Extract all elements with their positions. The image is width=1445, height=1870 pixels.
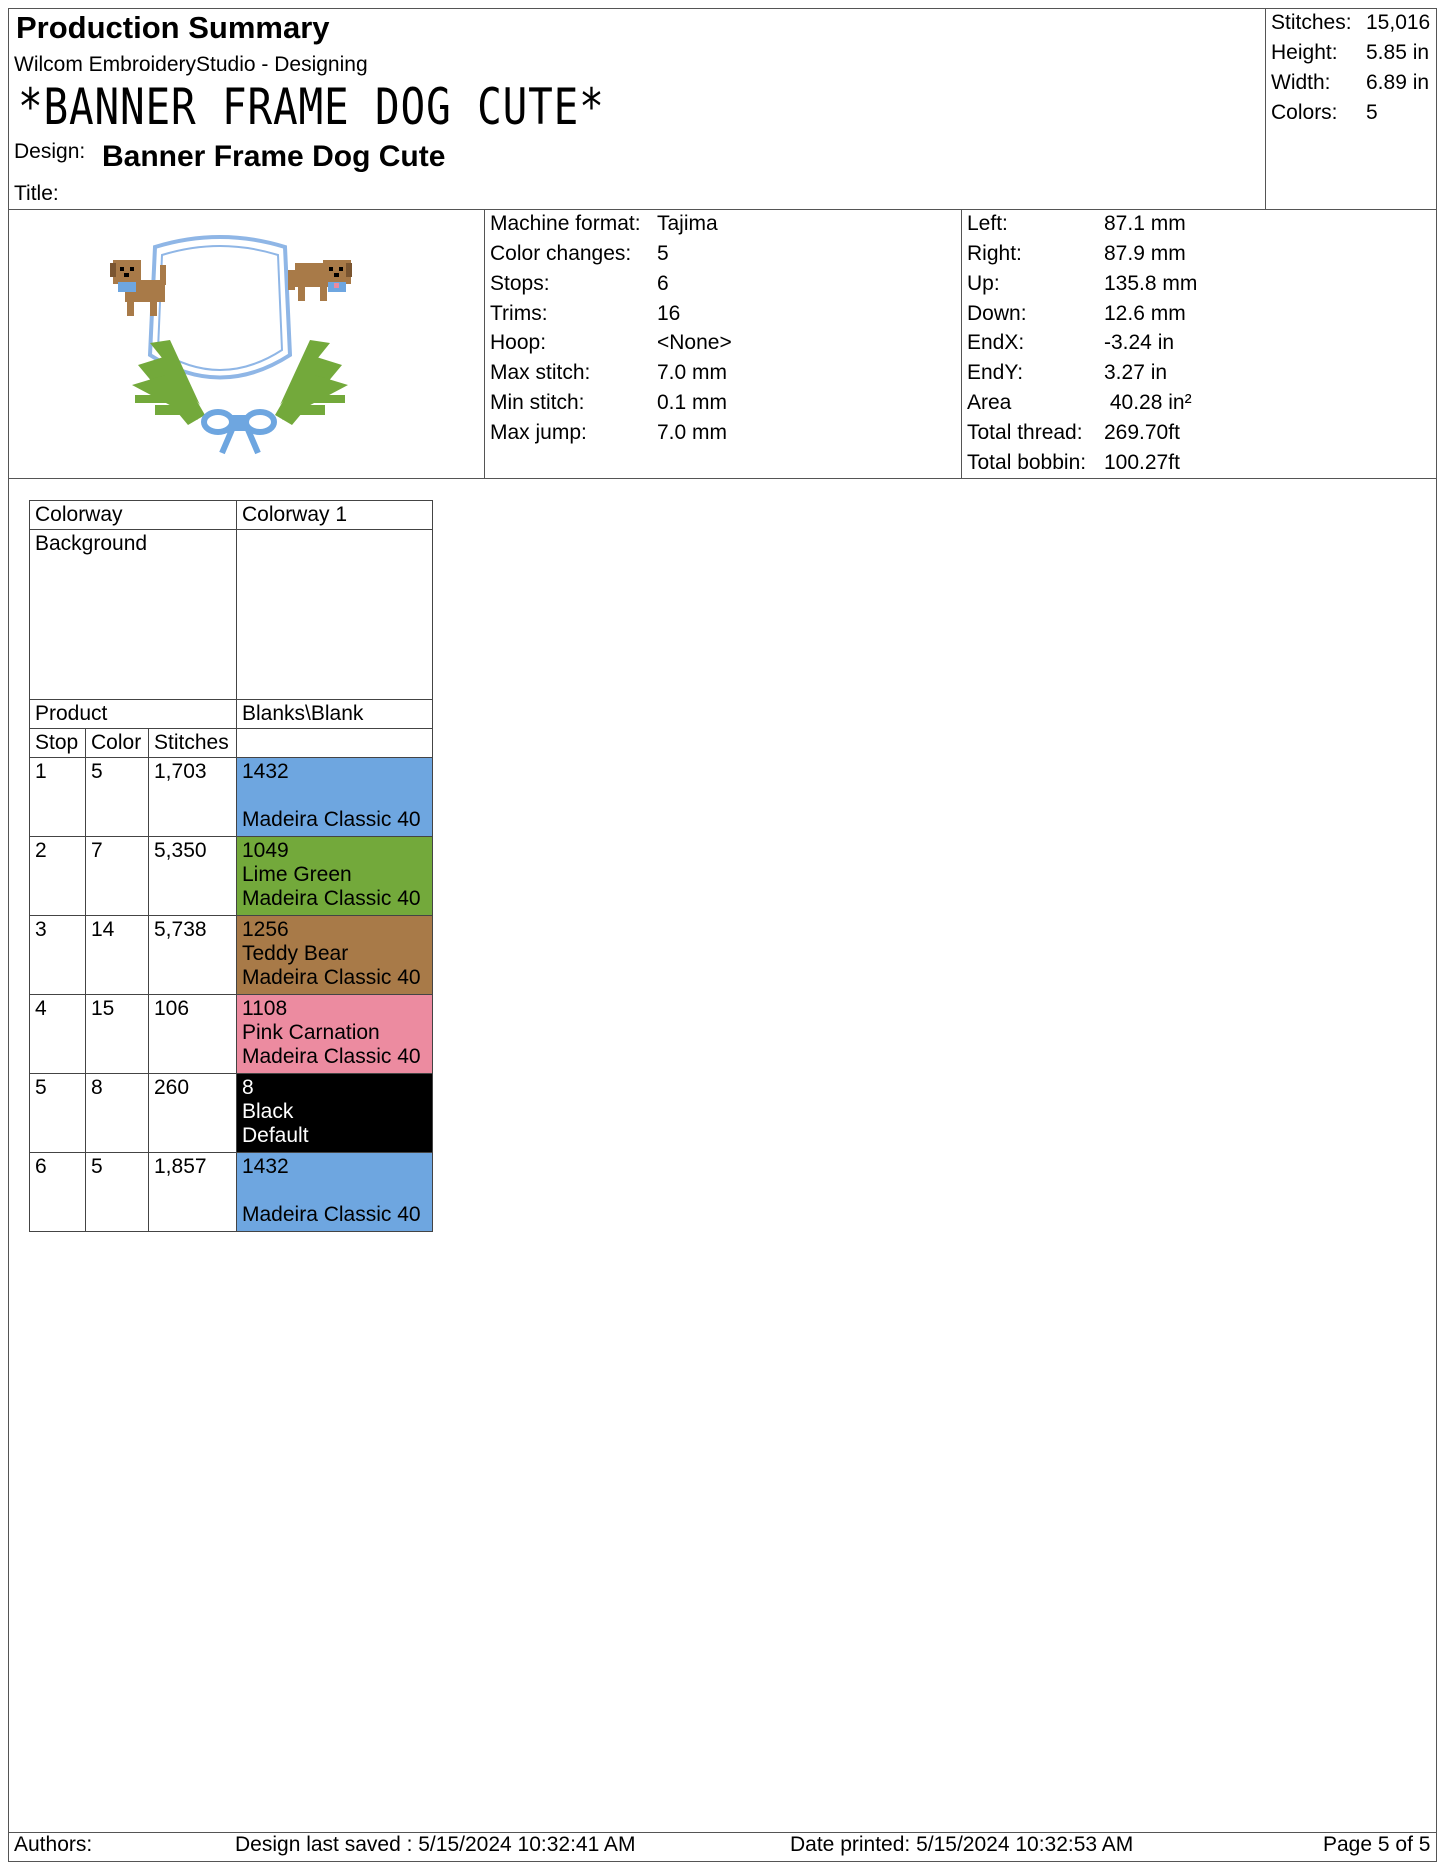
color-cell: 14 xyxy=(86,916,149,995)
stitches-header: Stitches xyxy=(149,729,237,758)
thread-code: 1432 xyxy=(242,1155,289,1178)
table-row xyxy=(30,837,433,916)
summary-value: 6.89 in xyxy=(1366,71,1430,94)
background-swatch xyxy=(237,530,433,700)
design-banner: *BANNER FRAME DOG CUTE* xyxy=(18,78,605,136)
extent-value: 40.28 in² xyxy=(1104,391,1192,414)
product-row xyxy=(30,700,433,729)
stitches-cell: 5,350 xyxy=(149,837,237,916)
thread-swatch-cell xyxy=(237,837,433,916)
extent-value: 269.70ft xyxy=(1104,421,1180,444)
machine-label: Trims: xyxy=(490,302,548,325)
machine-value: 0.1 mm xyxy=(657,391,728,414)
stop-cell: 1 xyxy=(30,758,86,837)
thread-brand: Madeira Classic 40 xyxy=(242,887,421,910)
extents-divider xyxy=(961,209,962,478)
table-row xyxy=(30,1074,433,1153)
thread-brand: Default xyxy=(242,1124,309,1147)
stitches-cell: 1,703 xyxy=(149,758,237,837)
header-divider xyxy=(8,209,1437,210)
footer-divider xyxy=(8,1832,1437,1833)
extent-value: 12.6 mm xyxy=(1104,302,1186,325)
design-preview-image xyxy=(110,225,370,465)
summary-label: Width: xyxy=(1271,71,1331,94)
extent-label: Area xyxy=(967,391,1012,414)
thread-brand: Madeira Classic 40 xyxy=(242,966,421,989)
extent-label: Down: xyxy=(967,302,1027,325)
table-header-row xyxy=(30,729,433,758)
extent-value: 87.9 mm xyxy=(1104,242,1186,265)
page-title: Production Summary xyxy=(16,10,330,45)
machine-label: Color changes: xyxy=(490,242,632,265)
machine-value: 6 xyxy=(657,272,669,295)
thread-swatch-cell xyxy=(237,995,433,1074)
product-label: Product xyxy=(30,700,237,729)
machine-label: Min stitch: xyxy=(490,391,585,414)
product-value: Blanks\Blank xyxy=(237,700,433,729)
background-label: Background xyxy=(30,530,237,700)
color-cell: 15 xyxy=(86,995,149,1074)
machine-label: Max jump: xyxy=(490,421,587,444)
machine-value: 7.0 mm xyxy=(657,421,728,444)
thread-code: 1108 xyxy=(242,997,288,1020)
stop-cell: 2 xyxy=(30,837,86,916)
stop-rows xyxy=(30,758,433,1232)
thread-name: Teddy Bear xyxy=(242,942,349,965)
footer-saved: Design last saved : 5/15/2024 10:32:41 AM xyxy=(235,1833,636,1856)
footer-printed: Date printed: 5/15/2024 10:32:53 AM xyxy=(790,1833,1134,1856)
stop-cell: 6 xyxy=(30,1153,86,1232)
extent-label: Total bobbin: xyxy=(967,451,1087,474)
machine-label: Machine format: xyxy=(490,212,641,235)
table-row xyxy=(30,758,433,837)
thread-header xyxy=(237,729,433,758)
machine-value: 16 xyxy=(657,302,681,325)
thread-code: 1049 xyxy=(242,839,289,862)
extent-value: 135.8 mm xyxy=(1104,272,1198,295)
info-divider xyxy=(8,478,1437,479)
footer-authors: Authors: xyxy=(14,1833,93,1856)
machine-label: Max stitch: xyxy=(490,361,591,384)
background-row xyxy=(30,530,433,700)
colorway-table xyxy=(29,500,433,1232)
color-cell: 8 xyxy=(86,1074,149,1153)
stop-cell: 5 xyxy=(30,1074,86,1153)
thread-name: Lime Green xyxy=(242,863,352,886)
thread-code: 1256 xyxy=(242,918,289,941)
machine-value: Tajima xyxy=(657,212,718,235)
design-label: Design: xyxy=(14,140,86,163)
stitches-cell: 1,857 xyxy=(149,1153,237,1232)
extent-label: Right: xyxy=(967,242,1022,265)
thread-swatch-cell xyxy=(237,916,433,995)
color-cell: 7 xyxy=(86,837,149,916)
thread-swatch-cell xyxy=(237,1074,433,1153)
table-row xyxy=(30,916,433,995)
extent-label: Left: xyxy=(967,212,1008,235)
stitches-cell: 260 xyxy=(149,1074,237,1153)
extent-label: Up: xyxy=(967,272,1000,295)
summary-label: Stitches: xyxy=(1271,11,1352,34)
thread-name xyxy=(242,784,427,808)
extent-value: -3.24 in xyxy=(1104,331,1175,354)
table-row xyxy=(30,1153,433,1232)
stop-cell: 4 xyxy=(30,995,86,1074)
thread-name: Pink Carnation xyxy=(242,1021,380,1044)
thread-code: 8 xyxy=(242,1076,254,1099)
summary-label: Colors: xyxy=(1271,101,1338,124)
footer-page: Page 5 of 5 xyxy=(1323,1833,1431,1856)
stop-header: Stop xyxy=(30,729,86,758)
extent-value: 100.27ft xyxy=(1104,451,1180,474)
stitches-cell: 106 xyxy=(149,995,237,1074)
stitches-cell: 5,738 xyxy=(149,916,237,995)
app-name: Wilcom EmbroideryStudio - Designing xyxy=(14,53,368,76)
colorway-value: Colorway 1 xyxy=(237,501,433,530)
thread-brand: Madeira Classic 40 xyxy=(242,1045,421,1068)
title-label: Title: xyxy=(14,182,59,205)
extent-label: EndY: xyxy=(967,361,1024,384)
summary-divider xyxy=(1265,8,1266,209)
extent-value: 3.27 in xyxy=(1104,361,1168,384)
machine-value: 7.0 mm xyxy=(657,361,728,384)
extent-value: 87.1 mm xyxy=(1104,212,1186,235)
colorway-row xyxy=(30,501,433,530)
color-cell: 5 xyxy=(86,1153,149,1232)
summary-value: 5 xyxy=(1366,101,1378,124)
thread-brand: Madeira Classic 40 xyxy=(242,1203,421,1226)
summary-value: 5.85 in xyxy=(1366,41,1430,64)
machine-label: Hoop: xyxy=(490,331,547,354)
table-row xyxy=(30,995,433,1074)
machine-value: 5 xyxy=(657,242,669,265)
preview-divider xyxy=(484,209,485,478)
thread-brand: Madeira Classic 40 xyxy=(242,808,421,831)
design-name: Banner Frame Dog Cute xyxy=(102,140,446,173)
summary-label: Height: xyxy=(1271,41,1338,64)
thread-code: 1432 xyxy=(242,760,289,783)
thread-name xyxy=(242,1179,427,1203)
colorway-label: Colorway xyxy=(30,501,237,530)
machine-label: Stops: xyxy=(490,272,550,295)
color-header: Color xyxy=(86,729,149,758)
thread-name: Black xyxy=(242,1100,294,1123)
summary-value: 15,016 xyxy=(1366,11,1431,34)
extent-label: EndX: xyxy=(967,331,1025,354)
extent-label: Total thread: xyxy=(967,421,1083,444)
thread-swatch-cell xyxy=(237,1153,433,1232)
thread-swatch-cell xyxy=(237,758,433,837)
machine-value: <None> xyxy=(657,331,732,354)
color-cell: 5 xyxy=(86,758,149,837)
stop-cell: 3 xyxy=(30,916,86,995)
